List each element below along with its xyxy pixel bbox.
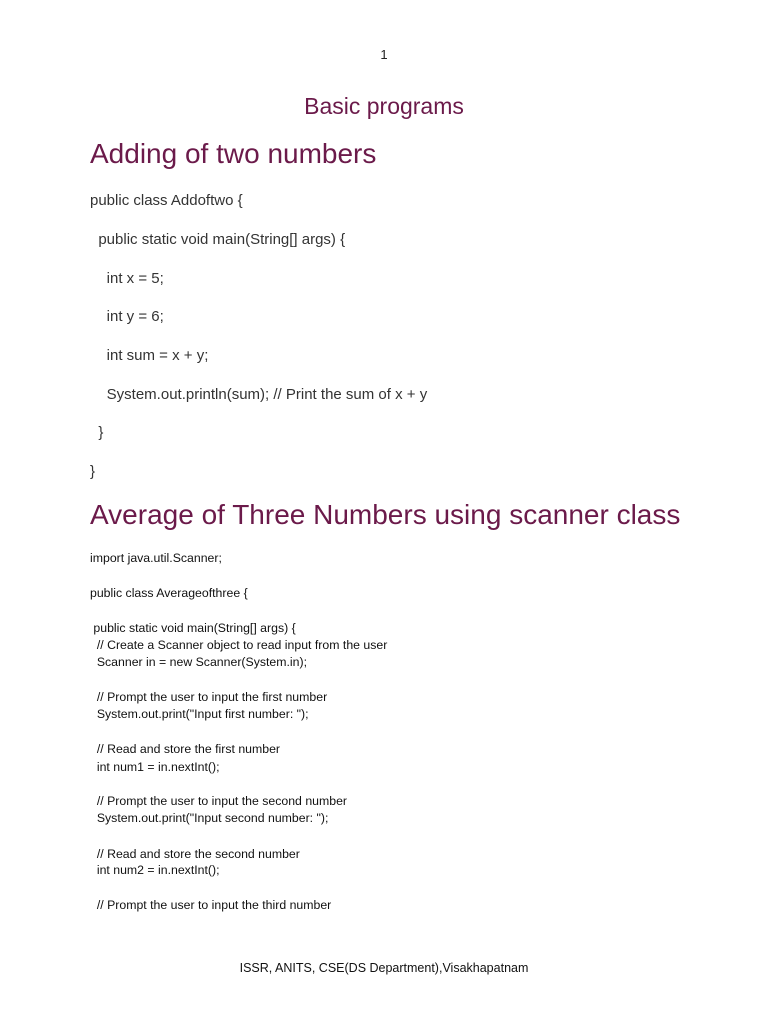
document-title: Basic programs — [304, 93, 464, 119]
code-line: // Prompt the user to input the third number — [90, 898, 332, 912]
code-line: // Prompt the user to input the second number — [90, 794, 348, 808]
code-line: public class Addoftwo { — [90, 192, 243, 209]
code-line: System.out.println(sum); // Print the sum of x + y — [90, 386, 428, 403]
code-line: System.out.print("Input first number: "); — [90, 707, 309, 721]
code-line: public static void main(String[] args) { — [90, 621, 296, 635]
code-line: } — [90, 424, 104, 441]
code-line: int x = 5; — [90, 270, 164, 287]
page-number: 1 — [380, 47, 388, 62]
section-heading-adding: Adding of two numbers — [90, 138, 377, 169]
code-line: System.out.print("Input second number: "); — [90, 811, 329, 825]
code-line: // Prompt the user to input the first number — [90, 690, 328, 704]
code-line: // Create a Scanner object to read input from the user — [90, 638, 388, 652]
code-line: import java.util.Scanner; — [90, 551, 222, 565]
code-line: // Read and store the second number — [90, 847, 300, 861]
section-heading-average: Average of Three Numbers using scanner class — [90, 499, 681, 530]
code-line: Scanner in = new Scanner(System.in); — [90, 655, 308, 669]
code-line: // Read and store the first number — [90, 742, 281, 756]
code-line: public static void main(String[] args) { — [90, 231, 346, 248]
code-line: int y = 6; — [90, 308, 164, 325]
code-line: int num2 = in.nextInt(); — [90, 863, 220, 877]
code-line: int num1 = in.nextInt(); — [90, 760, 220, 774]
code-line: public class Averageofthree { — [90, 586, 248, 600]
code-line: } — [90, 463, 96, 480]
code-line: int sum = x + y; — [90, 347, 209, 364]
page-footer: ISSR, ANITS, CSE(DS Department),Visakhapatnam — [239, 961, 529, 975]
